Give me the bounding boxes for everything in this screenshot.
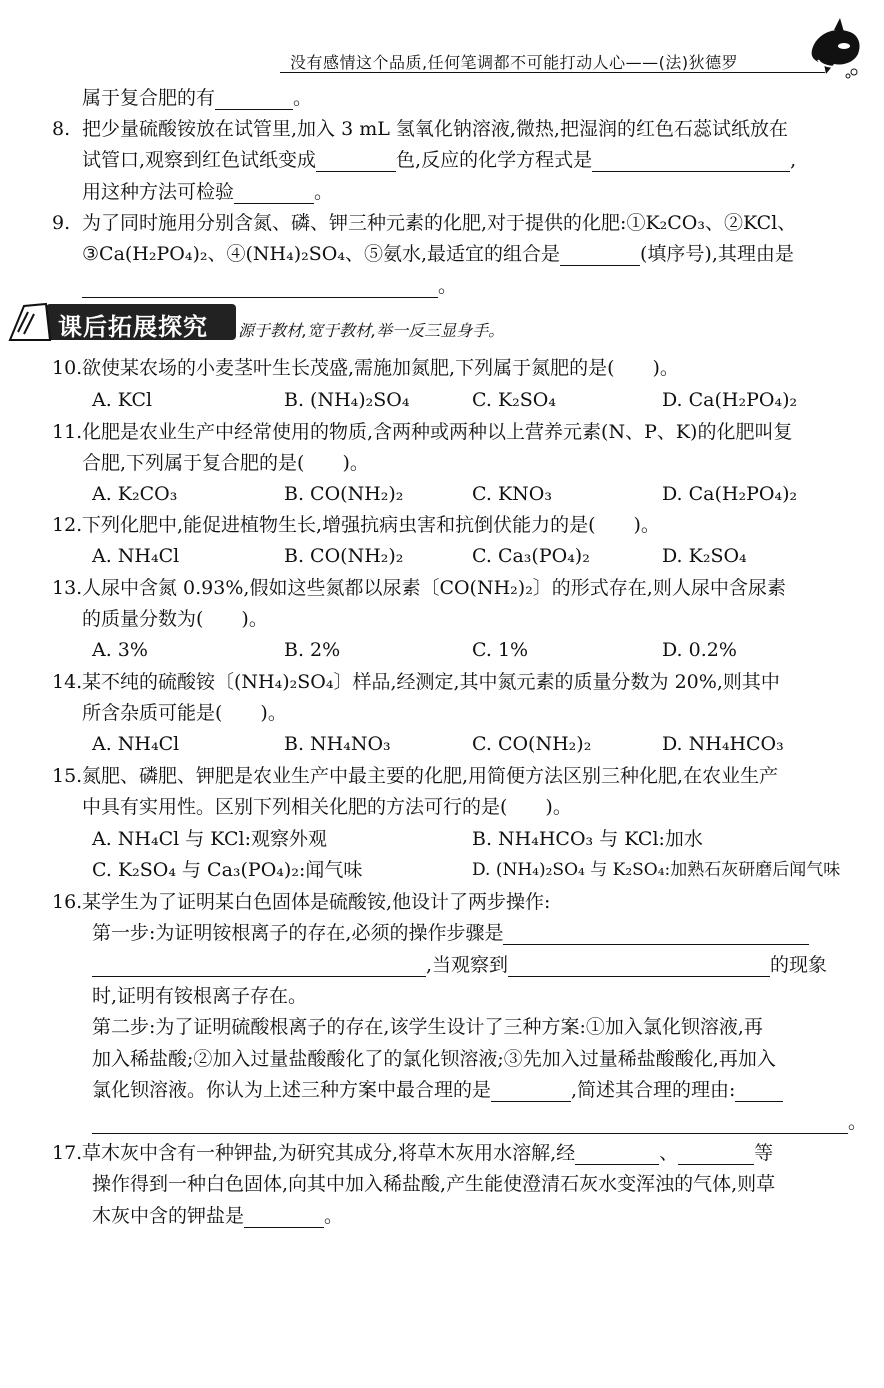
- option-d[interactable]: D. 0.2%: [662, 639, 737, 661]
- option-d[interactable]: D. NH₄HCO₃: [662, 733, 784, 755]
- question-9-line2: ③Ca(H₂PO₄)₂、④(NH₄)₂SO₄、⑤氨水,最适宜的组合是 (填序号),其理由是: [82, 243, 794, 265]
- question-16-line3: ,当观察到 的现象: [92, 953, 827, 977]
- option-a[interactable]: A. 3%: [92, 639, 148, 661]
- option-c[interactable]: C. CO(NH₂)₂: [472, 733, 592, 755]
- question-11-line1: 11.化肥是农业生产中经常使用的物质,含两种或两种以上营养元素(N、P、K)的化肥叫复: [52, 421, 793, 443]
- option-c[interactable]: C. 1%: [472, 639, 529, 661]
- answer-blank[interactable]: [575, 1144, 659, 1165]
- answer-blank[interactable]: [560, 245, 640, 266]
- question-14-line1: 14.某不纯的硫酸铵〔(NH₄)₂SO₄〕样品,经测定,其中氮元素的质量分数为 20%,则其中: [52, 671, 780, 693]
- option-c[interactable]: C. KNO₃: [472, 483, 552, 505]
- answer-blank[interactable]: [316, 151, 396, 172]
- question-11-line2: 合肥,下列属于复合肥的是( )。: [82, 452, 369, 474]
- option-d[interactable]: D. (NH₄)₂SO₄ 与 K₂SO₄:加熟石灰研磨后闻气味: [472, 860, 841, 880]
- option-d[interactable]: D. Ca(H₂PO₄)₂: [662, 389, 798, 411]
- question-16-line7: 氯化钡溶液。你认为上述三种方案中最合理的是 ,简述其合理的理由:: [92, 1078, 783, 1102]
- question-15-line2: 中具有实用性。区别下列相关化肥的方法可行的是( )。: [82, 796, 572, 818]
- header-rule: [280, 72, 825, 73]
- question-15-line1: 15.氮肥、磷肥、钾肥是农业生产中最主要的化肥,用简便方法区别三种化肥,在农业生产: [52, 765, 779, 787]
- answer-blank[interactable]: [244, 1207, 324, 1228]
- question-16-line8: 。: [92, 1110, 867, 1134]
- answer-blank[interactable]: [82, 277, 438, 298]
- question-12-stem: 12.下列化肥中,能促进植物生长,增强抗病虫害和抗倒伏能力的是( )。: [52, 514, 660, 536]
- answer-blank[interactable]: [678, 1144, 754, 1165]
- option-c[interactable]: C. Ca₃(PO₄)₂: [472, 545, 590, 567]
- question-8-line1: 8. 把少量硫酸铵放在试管里,加入 3 mL 氢氧化钠溶液,微热,把湿润的红色石蕊试纸放在: [52, 118, 788, 140]
- option-b[interactable]: B. CO(NH₂)₂: [284, 545, 404, 567]
- header-motto: 没有感情这个品质,任何笔调都不可能打动人心——(法)狄德罗: [290, 53, 739, 72]
- question-17-line1: 17.草木灰中含有一种钾盐,为研究其成分,将草木灰用水溶解,经 、 等: [52, 1142, 774, 1164]
- question-8-line3: 用这种方法可检验 。: [82, 181, 334, 203]
- question-16-line4: 时,证明有铵根离子存在。: [92, 985, 308, 1007]
- q7-tail: 属于复合肥的有 。: [82, 87, 313, 109]
- answer-blank[interactable]: [592, 151, 790, 172]
- answer-blank[interactable]: [491, 1081, 571, 1102]
- answer-blank[interactable]: [215, 89, 293, 110]
- section-title: 课后拓展探究: [58, 313, 208, 341]
- option-a[interactable]: A. NH₄Cl: [92, 545, 180, 567]
- answer-blank[interactable]: [508, 956, 770, 977]
- question-8-line2: 试管口,观察到红色试纸变成 色,反应的化学方程式是 ,: [82, 149, 797, 171]
- question-16-line5: 第二步:为了证明硫酸根离子的存在,该学生设计了三种方案:①加入氯化钡溶液,再: [92, 1016, 763, 1038]
- question-9-line1: 9. 为了同时施用分别含氮、磷、钾三种元素的化肥,对于提供的化肥:①K₂CO₃、②KCl、: [52, 212, 797, 234]
- question-16-line2: 第一步:为证明铵根离子的存在,必须的操作步骤是: [92, 921, 809, 945]
- answer-blank[interactable]: [503, 924, 809, 945]
- option-a[interactable]: A. NH₄Cl: [92, 733, 180, 755]
- question-13-line1: 13.人尿中含氮 0.93%,假如这些氮都以尿素〔CO(NH₂)₂〕的形式存在,则人尿中含尿素: [52, 577, 786, 599]
- option-b[interactable]: B. 2%: [284, 639, 341, 661]
- option-c[interactable]: C. K₂SO₄: [472, 389, 556, 411]
- question-17-line2: 操作得到一种白色固体,向其中加入稀盐酸,产生能使澄清石灰水变浑浊的气体,则草: [92, 1173, 776, 1195]
- question-13-line2: 的质量分数为( )。: [82, 608, 268, 630]
- option-d[interactable]: D. Ca(H₂PO₄)₂: [662, 483, 798, 505]
- answer-blank[interactable]: [735, 1081, 783, 1102]
- section-subtitle: 源于教材,宽于教材,举一反三显身手。: [238, 321, 505, 340]
- question-9-line3: 。: [82, 274, 457, 298]
- question-14-line2: 所含杂质可能是( )。: [82, 702, 287, 724]
- option-b[interactable]: B. CO(NH₂)₂: [284, 483, 404, 505]
- option-a[interactable]: A. NH₄Cl 与 KCl:观察外观: [92, 828, 328, 850]
- option-a[interactable]: A. K₂CO₃: [92, 483, 178, 505]
- answer-blank[interactable]: [92, 1113, 848, 1134]
- option-a[interactable]: A. KCl: [92, 389, 153, 411]
- question-16-line1: 16.某学生为了证明某白色固体是硫酸铵,他设计了两步操作:: [52, 891, 551, 913]
- page-header: [290, 44, 830, 74]
- option-b[interactable]: B. NH₄HCO₃ 与 KCl:加水: [472, 828, 703, 850]
- option-b[interactable]: B. (NH₄)₂SO₄: [284, 389, 410, 411]
- orca-logo-icon: [804, 16, 864, 80]
- answer-blank[interactable]: [92, 956, 426, 977]
- question-17-line3: 木灰中含的钾盐是 。: [92, 1205, 344, 1227]
- answer-blank[interactable]: [234, 183, 314, 204]
- option-b[interactable]: B. NH₄NO₃: [284, 733, 391, 755]
- question-16-line6: 加入稀盐酸;②加入过量盐酸酸化了的氯化钡溶液;③先加入过量稀盐酸酸化,再加入: [92, 1048, 776, 1070]
- option-c[interactable]: C. K₂SO₄ 与 Ca₃(PO₄)₂:闻气味: [92, 859, 363, 881]
- option-d[interactable]: D. K₂SO₄: [662, 545, 747, 567]
- question-10-stem: 10.欲使某农场的小麦茎叶生长茂盛,需施加氮肥,下列属于氮肥的是( )。: [52, 357, 679, 379]
